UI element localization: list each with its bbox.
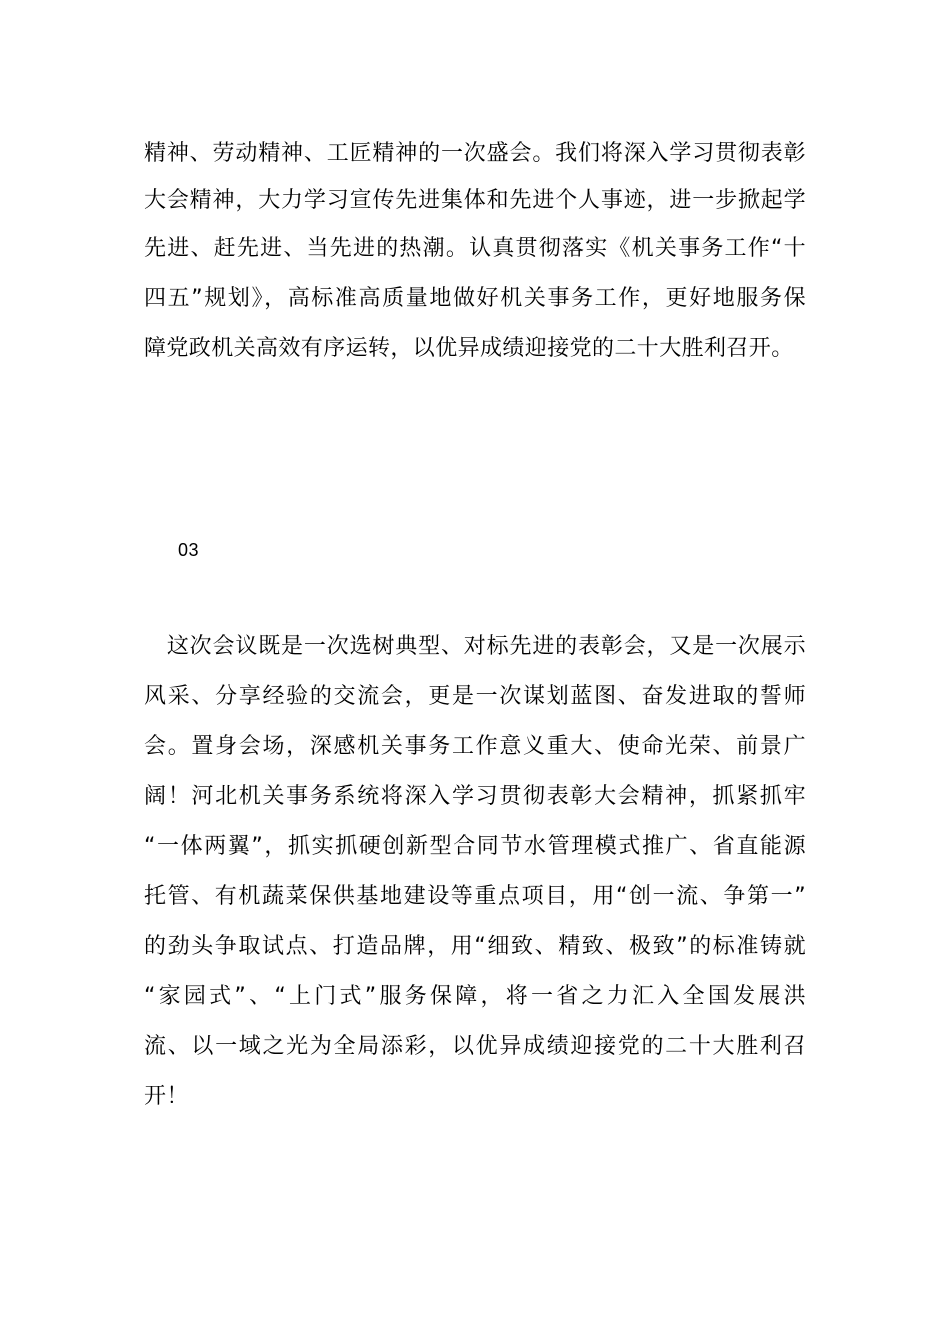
paragraph-line: 流、以一域之光为全局添彩，以优异成绩迎接党的二十大胜利召 [144, 1034, 806, 1059]
paragraph-line: 先进、赶先进、当先进的热潮。认真贯彻落实《机关事务工作“十 [144, 236, 806, 261]
paragraph-line: “家园式”、“上门式”服务保障，将一省之力汇入全国发展洪 [144, 984, 806, 1009]
paragraph-line: 开！ [144, 1084, 189, 1109]
section-number: 03 [178, 540, 200, 560]
paragraph-line: 阔！河北机关事务系统将深入学习贯彻表彰大会精神，抓紧抓牢 [144, 784, 806, 809]
paragraph-line: 这次会议既是一次选树典型、对标先进的表彰会，又是一次展示 [144, 634, 806, 659]
paragraph-line: 会。置身会场，深感机关事务工作意义重大、使命光荣、前景广 [144, 734, 806, 759]
paragraph-line: 大会精神，大力学习宣传先进集体和先进个人事迹，进一步掀起学 [144, 188, 806, 213]
paragraph-line: 四五”规划》，高标准高质量地做好机关事务工作，更好地服务保 [144, 286, 806, 311]
paragraph-line: 风采、分享经验的交流会，更是一次谋划蓝图、奋发进取的誓师 [144, 684, 806, 709]
paragraph-line: “一体两翼”，抓实抓硬创新型合同节水管理模式推广、省直能源 [144, 834, 806, 859]
paragraph-line: 精神、劳动精神、工匠精神的一次盛会。我们将深入学习贯彻表彰 [144, 141, 806, 166]
paragraph-line: 的劲头争取试点、打造品牌，用“细致、精致、极致”的标准铸就 [144, 934, 806, 959]
paragraph-line: 托管、有机蔬菜保供基地建设等重点项目，用“创一流、争第一” [144, 884, 806, 909]
paragraph-line: 障党政机关高效有序运转，以优异成绩迎接党的二十大胜利召开。 [144, 336, 794, 361]
